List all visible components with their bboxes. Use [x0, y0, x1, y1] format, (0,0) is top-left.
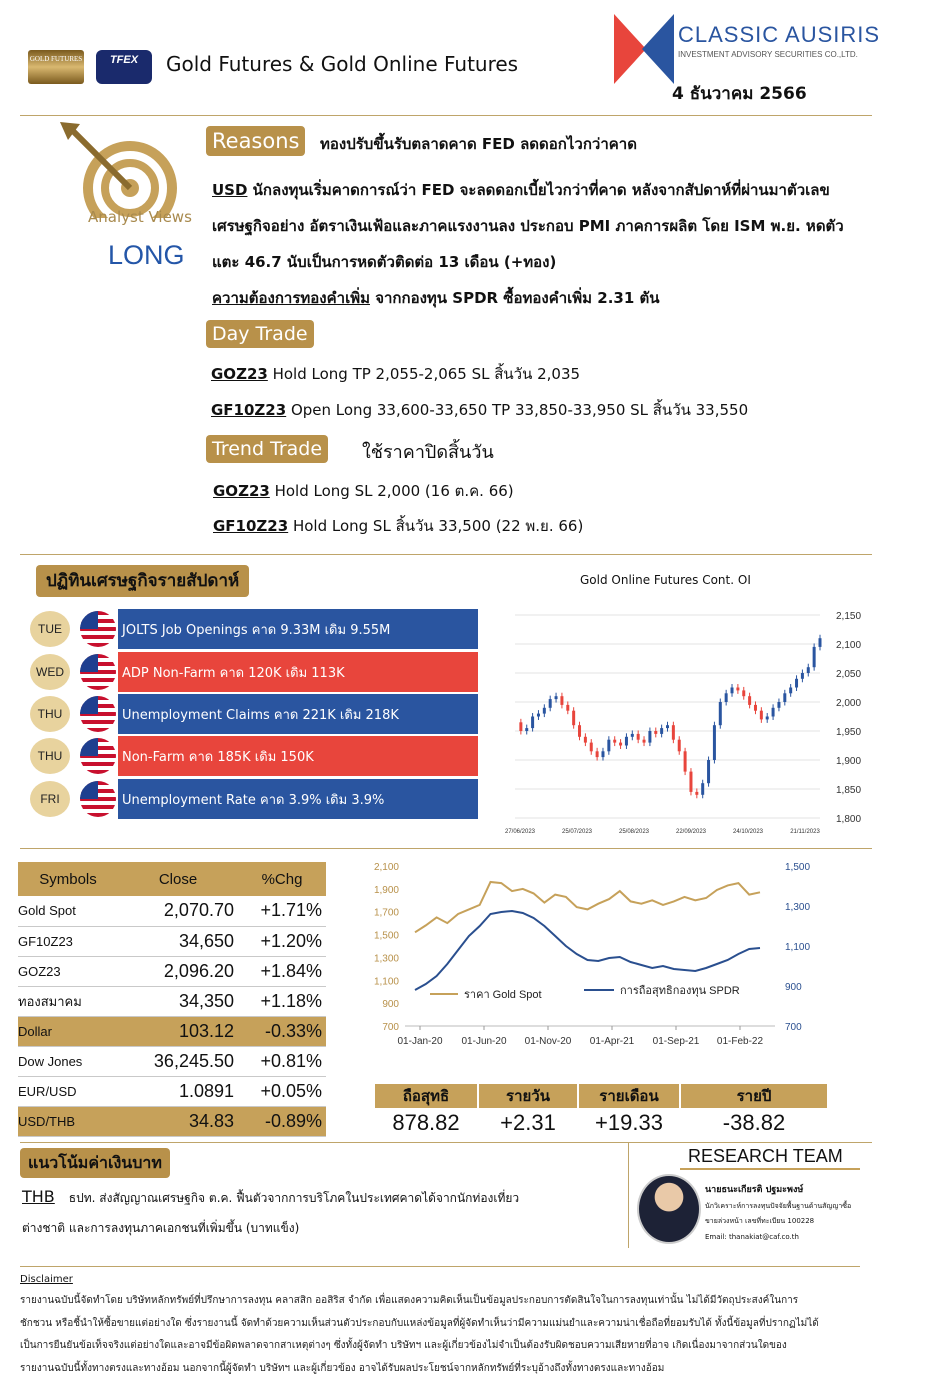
disclaimer-line: เป็นการยืนยันข้อเท็จจริงแต่อย่างใดและอาจมีข้อผิดพลาดจากสาเหตุต่างๆ ซึ่งทั้งผู้จัดทำ บริษัทฯ และผู้เกี่ยวข้องไม่จำเป็นต้องรับผิดชอบความเสียหายที่อาจ เกิดเนื่องมาจากส่วนใดของ: [20, 1340, 787, 1351]
candle-body: [672, 725, 675, 740]
analyst-view-long: LONG: [108, 240, 185, 270]
analyst-role-2: ขายล่วงหน้า เลขที่ทะเบียน 100228: [705, 1217, 815, 1225]
quote-close: 34.83: [118, 1106, 238, 1136]
legend-label: การถือสุทธิกองทุน SPDR: [620, 985, 740, 997]
quote-symbol: ทองสมาคม: [18, 986, 118, 1016]
table-row: [18, 926, 326, 956]
x-tick-label: 01-Feb-22: [716, 1036, 764, 1047]
x-tick-label: 01-Apr-21: [589, 1036, 635, 1047]
x-tick-label: 01-Jan-20: [397, 1036, 443, 1047]
candle-body: [578, 725, 581, 737]
demand-text: จากกองทุน SPDR ซื้อทองคำเพิ่ม 2.31 ตัน: [369, 289, 660, 307]
event-text: Non-Farm คาด 185K เดิม 150K: [118, 736, 478, 776]
quote-close: 34,350: [118, 986, 238, 1016]
brand-name: CLASSIC AUSIRIS: [678, 22, 881, 47]
trend-trade-symbol: GOZ23: [213, 482, 270, 500]
day-trade-item: [211, 362, 580, 386]
quote-change: -0.33%: [238, 1016, 326, 1046]
quote-close: 103.12: [118, 1016, 238, 1046]
gold-futures-logo: [28, 50, 84, 84]
candle-body: [760, 711, 763, 720]
x-tick-label: 01-Jun-20: [461, 1036, 507, 1047]
candle-body: [537, 714, 540, 717]
trend-trade-item: [213, 479, 514, 503]
spdr-summary-value: +2.31: [500, 1110, 556, 1135]
us-flag-icon: [80, 654, 116, 690]
us-flag-icon: [80, 611, 116, 647]
quote-close: 34,650: [118, 926, 238, 956]
candle-body: [654, 731, 657, 734]
day-badge: WED: [30, 654, 70, 690]
candle-body: [590, 743, 593, 752]
candle-body: [601, 751, 604, 757]
y-tick-label: 700: [382, 1022, 399, 1033]
candle-body: [525, 728, 528, 731]
quote-symbol: Gold Spot: [18, 896, 118, 926]
candle-body: [643, 740, 646, 743]
event-text: Unemployment Claims คาด 221K เดิม 218K: [118, 694, 478, 734]
usd-tag: USD: [212, 181, 248, 199]
event-text: ADP Non-Farm คาด 120K เดิม 113K: [118, 652, 478, 692]
y-tick-label: 1,850: [836, 785, 862, 796]
quote-symbol: EUR/USD: [18, 1076, 118, 1106]
table-row: [18, 1046, 326, 1076]
candle-body: [736, 688, 739, 691]
candle-body: [566, 705, 569, 711]
quote-close: 2,070.70: [118, 896, 238, 926]
header-divider: [20, 115, 872, 116]
candle-body: [801, 673, 804, 679]
candle-body: [555, 696, 558, 699]
research-title: RESEARCH TEAM: [688, 1146, 843, 1166]
y-tick-label: 1,900: [836, 756, 862, 767]
usd-paragraph: [212, 172, 922, 316]
spdr-summary-value: +19.33: [595, 1110, 663, 1135]
thb-text: [22, 1182, 612, 1243]
analyst-role-1: นักวิเคราะห์การลงทุนปัจจัยพื้นฐานด้านสัญญาซื้อ: [705, 1202, 852, 1210]
calendar-event: [30, 779, 480, 819]
trend-trade-text: Hold Long SL 2,000 (16 ต.ค. 66): [269, 482, 514, 500]
candle-body: [584, 737, 587, 743]
thb-line-1: [22, 1182, 612, 1213]
quote-symbol: Dow Jones: [18, 1046, 118, 1076]
candle-body: [766, 717, 769, 720]
demand-tag: ความต้องการทองคำเพิ่ม: [212, 289, 370, 307]
candle-body: [678, 740, 681, 752]
candle-body: [613, 740, 616, 743]
quote-change: +1.18%: [238, 986, 326, 1016]
y-tick-label: 2,050: [836, 669, 862, 680]
table-row: [18, 986, 326, 1016]
candle-body: [748, 696, 751, 705]
y2-tick-label: 1,500: [785, 862, 811, 873]
spdr-summary-value: -38.82: [722, 1110, 786, 1135]
candle-body: [660, 728, 663, 734]
us-flag-icon: [80, 738, 116, 774]
calendar-event: [30, 694, 480, 734]
reasons-label: Reasons: [206, 126, 305, 156]
y-tick-label: 900: [382, 999, 399, 1011]
day-trade-item: [211, 398, 748, 422]
candle-body: [813, 647, 816, 667]
day-badge: THU: [30, 696, 70, 732]
spdr-summary-header: รายวัน: [479, 1084, 577, 1108]
analyst-views-label: Analyst Views: [88, 208, 192, 226]
usd-line-2: เศรษฐกิจอย่าง อัตราเงินเฟ้อและภาคแรงงานลง ประกอบ PMI ภาคการผลิต โดย ISM พ.ย. หดตัว: [212, 217, 844, 235]
usd-text-1: นักลงทุนเริ่มคาดการณ์ว่า FED จะลดดอกเบี้ยไวกว่าที่คาด หลังจากสัปดาห์ที่ผ่านมาตัวเลข: [247, 181, 830, 199]
quote-change: +1.71%: [238, 896, 326, 926]
trend-trade-symbol: GF10Z23: [213, 517, 289, 535]
quote-change: +0.81%: [238, 1046, 326, 1076]
quote-symbol: GOZ23: [18, 956, 118, 986]
analyst-email: Email: thanakiat@caf.co.th: [705, 1233, 799, 1241]
y2-tick-label: 1,100: [785, 942, 811, 953]
y-tick-label: 2,100: [836, 640, 862, 651]
candle-body: [648, 731, 651, 743]
candle-body: [701, 783, 704, 795]
thb-line-2: ต่างชาติ และการลงทุนภาคเอกชนที่เพิ่มขึ้น (บาทแข็ง): [22, 1221, 300, 1235]
quotes-table: [18, 862, 326, 1137]
us-flag-icon: [80, 781, 116, 817]
quote-change: +0.05%: [238, 1076, 326, 1106]
candle-body: [549, 699, 552, 708]
oi-chart: [495, 600, 870, 840]
spdr-summary-value: 878.82: [392, 1110, 460, 1135]
day-trade-symbol: GOZ23: [211, 365, 268, 383]
candle-body: [596, 751, 599, 757]
quote-change: -0.89%: [238, 1106, 326, 1136]
candle-body: [754, 705, 757, 711]
thb-line-1-text: ธปท. ส่งสัญญาณเศรษฐกิจ ต.ค. ฟื้นตัวจากการบริโภคในประเทศคาดได้จากนักท่องเที่ยว: [68, 1191, 520, 1205]
candle-body: [783, 693, 786, 702]
quote-close: 36,245.50: [118, 1046, 238, 1076]
section-divider: [20, 1142, 872, 1143]
oi-chart-title: Gold Online Futures Cont. OI: [580, 573, 751, 587]
quote-close: 1.0891: [118, 1076, 238, 1106]
us-flag-icon: [80, 696, 116, 732]
candle-body: [572, 711, 575, 726]
table-row: [18, 956, 326, 986]
candle-body: [807, 667, 810, 673]
report-date: 4 ธันวาคม 2566: [672, 84, 807, 104]
candle-body: [789, 688, 792, 694]
y-tick-label: 1,300: [373, 953, 399, 965]
x-tick-label: 01-Nov-20: [524, 1036, 572, 1047]
thb-tag: THB: [22, 1187, 55, 1206]
tfex-logo: [96, 50, 152, 84]
quote-change: +1.20%: [238, 926, 326, 956]
quote-change: +1.84%: [238, 956, 326, 986]
candle-body: [531, 717, 534, 729]
day-trade-text: Hold Long TP 2,055-2,065 SL สิ้นวัน 2,035: [267, 365, 581, 383]
candle-body: [713, 725, 716, 760]
y-tick-label: 1,100: [373, 976, 399, 988]
table-row: [18, 1016, 326, 1046]
demand-line: [212, 280, 922, 316]
section-divider: [20, 848, 872, 849]
x-tick-label: 25/07/2023: [561, 829, 593, 835]
trend-trade-item: [213, 514, 583, 538]
event-text: Unemployment Rate คาด 3.9% เดิม 3.9%: [118, 779, 478, 819]
candle-body: [725, 693, 728, 702]
quote-symbol: USD/THB: [18, 1106, 118, 1136]
disclaimer-title: Disclaimer: [20, 1274, 73, 1285]
candle-body: [543, 708, 546, 714]
x-tick-label: 21/11/2023: [790, 829, 820, 835]
candle-body: [795, 679, 798, 688]
y-tick-label: 2,150: [836, 611, 862, 622]
candle-body: [631, 734, 634, 737]
candle-body: [777, 702, 780, 708]
section-divider: [20, 1266, 860, 1267]
quotes-header: Close: [118, 862, 238, 896]
y2-tick-label: 700: [785, 1022, 802, 1033]
candle-body: [684, 751, 687, 771]
candle-body: [619, 743, 622, 746]
candle-body: [666, 725, 669, 728]
day-badge: TUE: [30, 611, 70, 647]
x-tick-label: 01-Sep-21: [652, 1036, 700, 1047]
y-tick-label: 1,800: [836, 814, 862, 825]
quotes-header: %Chg: [238, 862, 326, 896]
candle-body: [637, 734, 640, 740]
candle-body: [689, 772, 692, 792]
quote-symbol: Dollar: [18, 1016, 118, 1046]
classic-ausiris-logo-icon: [614, 14, 674, 84]
usd-line-1: [212, 172, 922, 208]
research-divider: [628, 1142, 629, 1248]
day-trade-text: Open Long 33,600-33,650 TP 33,850-33,950 SL สิ้นวัน 33,550: [286, 401, 749, 419]
page-title: Gold Futures & Gold Online Futures: [166, 52, 519, 76]
y2-tick-label: 900: [785, 982, 802, 993]
candle-body: [742, 690, 745, 696]
tfex-logo-text: TFEX: [109, 54, 139, 66]
x-tick-label: 22/09/2023: [675, 829, 707, 835]
y-tick-label: 1,950: [836, 727, 862, 738]
candle-body: [607, 740, 610, 752]
table-row: [18, 1106, 326, 1136]
brand-subtitle: INVESTMENT ADVISORY SECURITIES CO.,LTD.: [678, 50, 858, 59]
legend-label: ราคา Gold Spot: [464, 989, 542, 1001]
day-trade-label: Day Trade: [206, 320, 314, 348]
series-line: [415, 911, 760, 990]
research-title-underline: [680, 1168, 860, 1170]
event-text: JOLTS Job Openings คาด 9.33M เดิม 9.55M: [118, 609, 478, 649]
usd-line-3: แตะ 46.7 นับเป็นการหดตัวติดต่อ 13 เดือน (+ทอง): [212, 253, 557, 271]
avatar: [637, 1174, 701, 1244]
disclaimer-line: ชักชวน หรือชี้นำให้ซื้อขายแต่อย่างใด ซึ่งรายงานนี้ จัดทำด้วยความเห็นส่วนตัวประกอบกับแหล่งข้อมูลที่ผู้จัดทำเห็นว่ามีความแม่นยำและความน่าเชื่อถือที่ยอมรับได้ ทั้งนี้ข้อมูลที่ปรากฏไม่ได้: [20, 1317, 819, 1329]
analyst-name: นายธนะเกียรติ ปฐมะพงษ์: [705, 1185, 804, 1195]
x-tick-label: 24/10/2023: [732, 829, 764, 835]
y2-tick-label: 1,300: [785, 902, 811, 913]
quote-close: 2,096.20: [118, 956, 238, 986]
disclaimer-line: รายงานฉบับนี้ทั้งทางตรงและทางอ้อม นอกจากนี้ผู้จัดทำ บริษัทฯ และผู้เกี่ยวข้อง อาจได้รับผลประโยชน์จากหลักทรัพย์ที่ระบุอ้างถึงทั้งทางตรงและทางอ้อม: [20, 1362, 665, 1374]
quote-symbol: GF10Z23: [18, 926, 118, 956]
day-badge: THU: [30, 738, 70, 774]
calendar-title: ปฏิทินเศรษฐกิจรายสัปดาห์: [36, 565, 249, 597]
day-badge: FRI: [30, 781, 70, 817]
series-line: [415, 882, 760, 932]
candle-body: [819, 638, 822, 647]
section-divider: [20, 554, 872, 555]
spdr-summary-header: ถือสุทธิ: [375, 1084, 477, 1108]
trend-trade-note: ใช้ราคาปิดสิ้นวัน: [362, 442, 494, 463]
candle-body: [625, 737, 628, 746]
candle-body: [560, 696, 563, 705]
candle-body: [719, 702, 722, 725]
spdr-summary-header: รายปี: [681, 1084, 827, 1108]
trend-trade-label: Trend Trade: [206, 435, 328, 463]
x-tick-label: 27/06/2023: [504, 829, 536, 835]
candle-body: [519, 722, 522, 731]
spdr-summary-header: รายเดือน: [579, 1084, 679, 1108]
x-tick-label: 25/08/2023: [618, 829, 650, 835]
candle-body: [731, 688, 734, 694]
calendar-event: [30, 609, 480, 649]
trend-trade-text: Hold Long SL สิ้นวัน 33,500 (22 พ.ย. 66): [288, 517, 584, 535]
quotes-header: Symbols: [18, 862, 118, 896]
y-tick-label: 2,000: [836, 698, 862, 709]
calendar-event: [30, 736, 480, 776]
candle-body: [695, 792, 698, 795]
target-dart-icon: [60, 118, 185, 218]
table-row: [18, 896, 326, 926]
gold-futures-logo-text: GOLD FUTURES: [29, 55, 83, 63]
table-row: [18, 1076, 326, 1106]
y-tick-label: 1,500: [373, 930, 399, 942]
day-trade-symbol: GF10Z23: [211, 401, 287, 419]
y-tick-label: 1,700: [373, 907, 399, 919]
gold-spdr-chart: [360, 854, 840, 1054]
candle-body: [772, 708, 775, 717]
y-tick-label: 1,900: [373, 884, 399, 896]
disclaimer-line: รายงานฉบับนี้จัดทำโดย บริษัทหลักทรัพย์ที่ปรึกษาการลงทุน คลาสสิก ออสิริส จำกัด เพื่อแสดงความคิดเห็นเป็นข้อมูลประกอบการตัดสินใจในการลงทุนเท่านั้น ไม่ได้มีวัตถุประสงค์ในการ: [20, 1295, 799, 1306]
calendar-event: [30, 652, 480, 692]
thb-title: แนวโน้มค่าเงินบาท: [20, 1148, 170, 1178]
reasons-headline: ทองปรับขึ้นรับตลาดคาด FED ลดดอกไวกว่าคาด: [320, 135, 637, 153]
candle-body: [707, 760, 710, 783]
quotes-header-row: [18, 862, 326, 896]
y-tick-label: 2,100: [373, 862, 399, 873]
disclaimer-body: [20, 1290, 900, 1380]
